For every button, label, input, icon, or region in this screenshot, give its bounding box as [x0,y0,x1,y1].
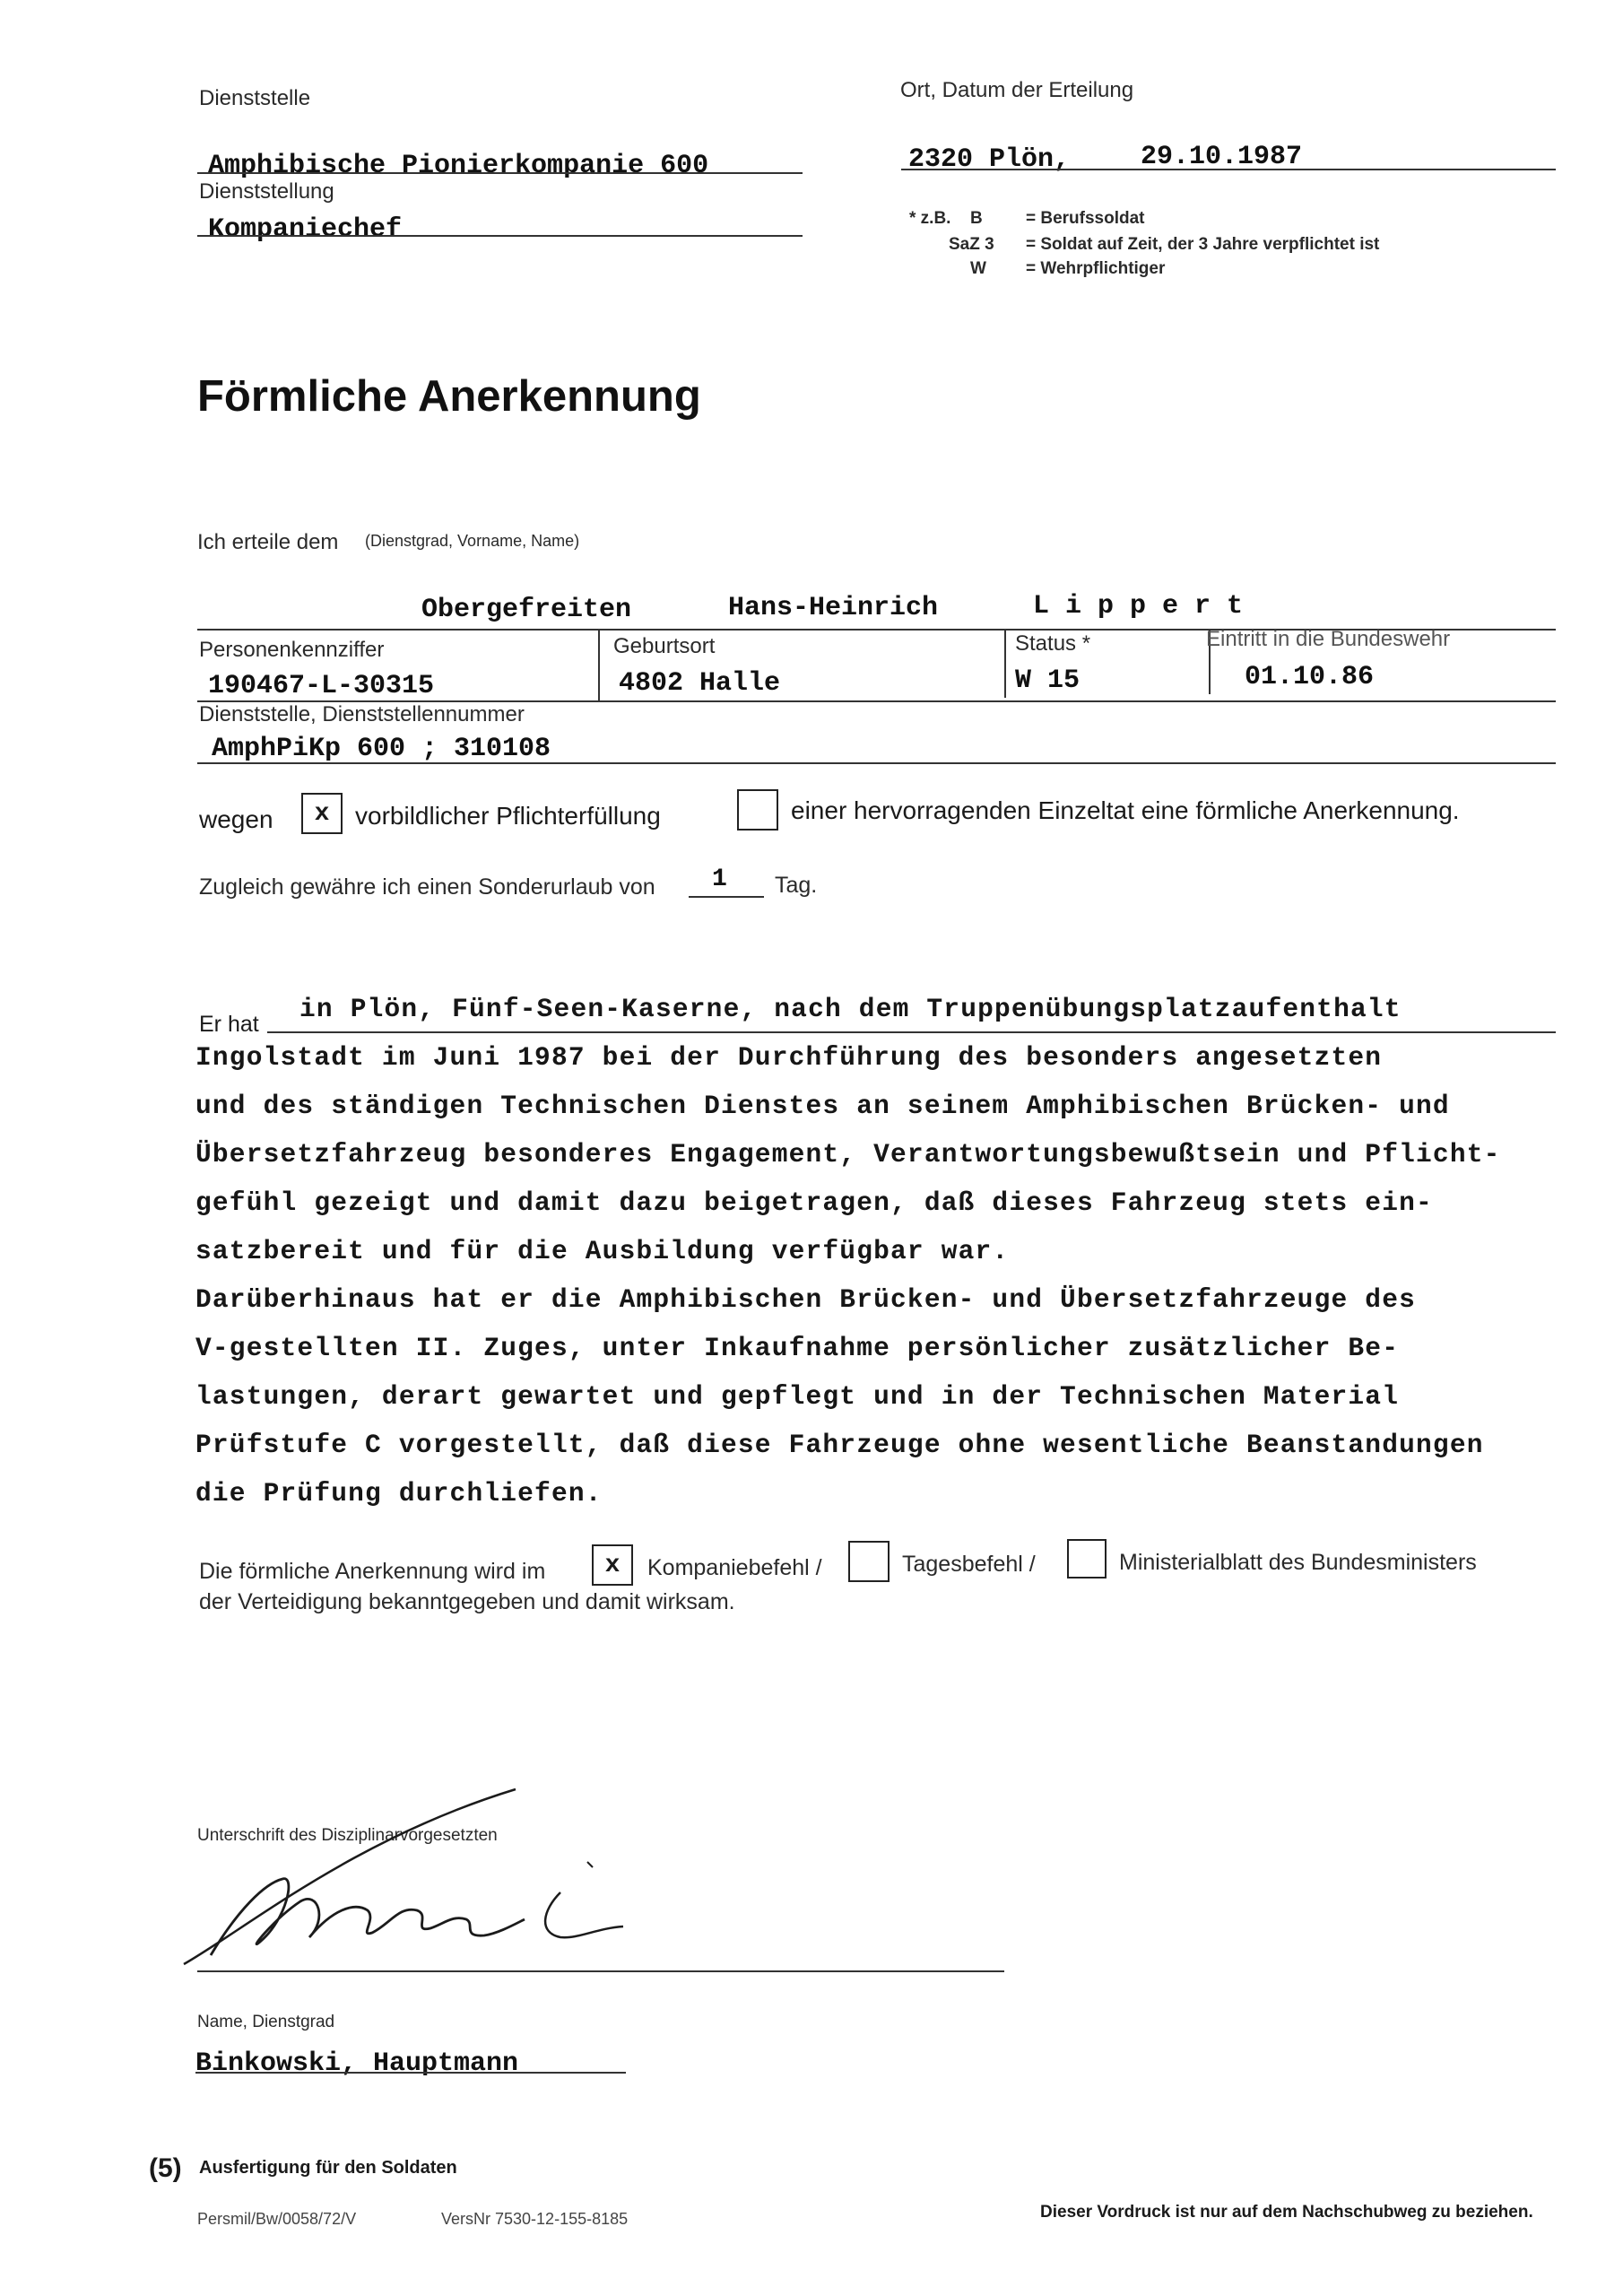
body-line: lastungen, derart gewartet und gepflegt und in der Technischen Material [195,1381,1400,1412]
supply-notice: Dieser Vordruck ist nur auf dem Nachschubweg zu beziehen. [1040,2203,1533,2222]
publication-opt2-label: Tagesbefehl / [902,1552,1036,1577]
body-prefix: Er hat [199,1012,259,1037]
checkbox-pflichterfuellung[interactable]: x [301,793,343,834]
dienststellung-value: Kompaniechef [208,214,403,245]
geburtsort-value: 4802 Halle [619,668,781,699]
body-line: Übersetzfahrzeug besonderes Engagement, Verantwortungsbewußtsein und Pflicht- [195,1139,1501,1170]
name-rule [195,2072,626,2074]
status-label: Status * [1015,631,1091,656]
reason-option1-label: vorbildlicher Pflichterfüllung [355,802,661,830]
legend-intro: * z.B. [909,209,951,228]
signature-label: Unterschrift des Disziplinarvorgesetzten [197,1826,498,1845]
publication-opt1-label: Kompaniebefehl / [647,1555,822,1580]
recipient-vorname: Hans-Heinrich [728,593,939,623]
signature-rule [197,1970,1004,1972]
recipient-name: L i p p e r t [1033,591,1244,622]
body-line: gefühl gezeigt und damit dazu beigetragen, daß dieses Fahrzeug stets ein- [195,1187,1433,1218]
body-line: Darüberhinaus hat er die Amphibischen Brücken- und Übersetzfahrzeuge des [195,1284,1417,1315]
reason-option2-label: einer hervorragenden Einzeltat eine förmliche Anerkennung. [791,796,1460,824]
dienststelle-label: Dienststelle [199,86,311,110]
legend-code-w: W [970,259,986,278]
status-value: W 15 [1015,665,1081,696]
legend-text-b: = Berufssoldat [1026,209,1145,228]
body-line: und des ständigen Technischen Dienstes an seinem Amphibischen Brücken- und [195,1091,1450,1121]
eintritt-value: 01.10.86 [1245,662,1375,692]
datum-value: 29.10.1987 [1141,142,1303,172]
checkbox-einzeltat[interactable] [737,789,778,831]
copy-label: Ausfertigung für den Soldaten [199,2158,457,2178]
dienststelle-nr-value: AmphPiKp 600 ; 310108 [212,734,551,764]
body-first-rule [267,1031,1556,1033]
legend-text-w: = Wehrpflichtiger [1026,259,1166,278]
dienststellung-rule [197,235,803,237]
fields-bottom-rule [197,762,1556,764]
urlaub-prefix: Zugleich gewähre ich einen Sonderurlaub von [199,874,655,900]
name-dienstgrad-label: Name, Dienstgrad [197,2013,335,2031]
geburtsort-label: Geburtsort [613,634,716,658]
dienststelle-nr-label: Dienststelle, Dienststellennummer [199,702,525,726]
ort-value: 2320 Plön, [908,144,1071,175]
reason-prefix: wegen [199,805,273,833]
name-dienstgrad-value: Binkowski, Hauptmann [195,2048,519,2079]
copy-number: (5) [149,2153,182,2183]
ort-datum-rule [901,169,1556,170]
pk-value: 190467-L-30315 [208,671,435,701]
legend-code-b: B [970,209,983,228]
urlaub-days: 1 [712,865,727,893]
publication-prefix: Die förmliche Anerkennung wird im [199,1559,546,1584]
checkbox-ministerialblatt[interactable] [1067,1539,1107,1578]
body-line: V-gestellten II. Zuges, unter Inkaufnahme persönlicher zusätzlicher Be- [195,1333,1400,1363]
recipient-dienstgrad: Obergefreiten [421,595,632,625]
form-id: Persmil/Bw/0058/72/V [197,2210,357,2228]
eintritt-label: Eintritt in die Bundeswehr [1206,627,1451,651]
ort-datum-label: Ort, Datum der Erteilung [900,78,1134,102]
dienststellung-label: Dienststellung [199,179,334,204]
dienststelle-rule [197,172,803,174]
publication-opt3-label: Ministerialblatt des Bundesministers [1119,1550,1477,1575]
checkbox-tagesbefehl[interactable] [848,1541,890,1582]
body-line: Prüfstufe C vorgestellt, daß diese Fahrzeuge ohne wesentliche Beanstandungen [195,1430,1484,1460]
pk-divider [598,630,600,701]
recipient-intro-hint: (Dienstgrad, Vorname, Name) [365,532,580,550]
page-title: Förmliche Anerkennung [197,372,701,421]
pk-label: Personenkennziffer [199,638,385,662]
urlaub-suffix: Tag. [775,873,818,898]
body-line: in Plön, Fünf-Seen-Kaserne, nach dem Truppenübungsplatzaufenthalt [299,994,1402,1024]
signature-image [175,1785,677,1991]
vers-nr: VersNr 7530-12-155-8185 [441,2210,629,2228]
legend-text-saz: = Soldat auf Zeit, der 3 Jahre verpflichtet ist [1026,235,1380,254]
geburtsort-divider [1004,630,1006,698]
checkbox-kompaniebefehl[interactable]: x [592,1544,633,1586]
dienststelle-value: Amphibische Pionierkompanie 600 [208,151,709,181]
body-line: Ingolstadt im Juni 1987 bei der Durchführung des besonders angesetzten [195,1042,1383,1073]
legend-code-saz: SaZ 3 [949,235,994,254]
body-line: die Prüfung durchliefen. [195,1478,603,1509]
recipient-intro-label: Ich erteile dem [197,530,339,554]
publication-line2: der Verteidigung bekanntgegeben und damit wirksam. [199,1589,735,1614]
urlaub-rule [689,896,764,898]
body-line: satzbereit und für die Ausbildung verfügbar war. [195,1236,1010,1266]
